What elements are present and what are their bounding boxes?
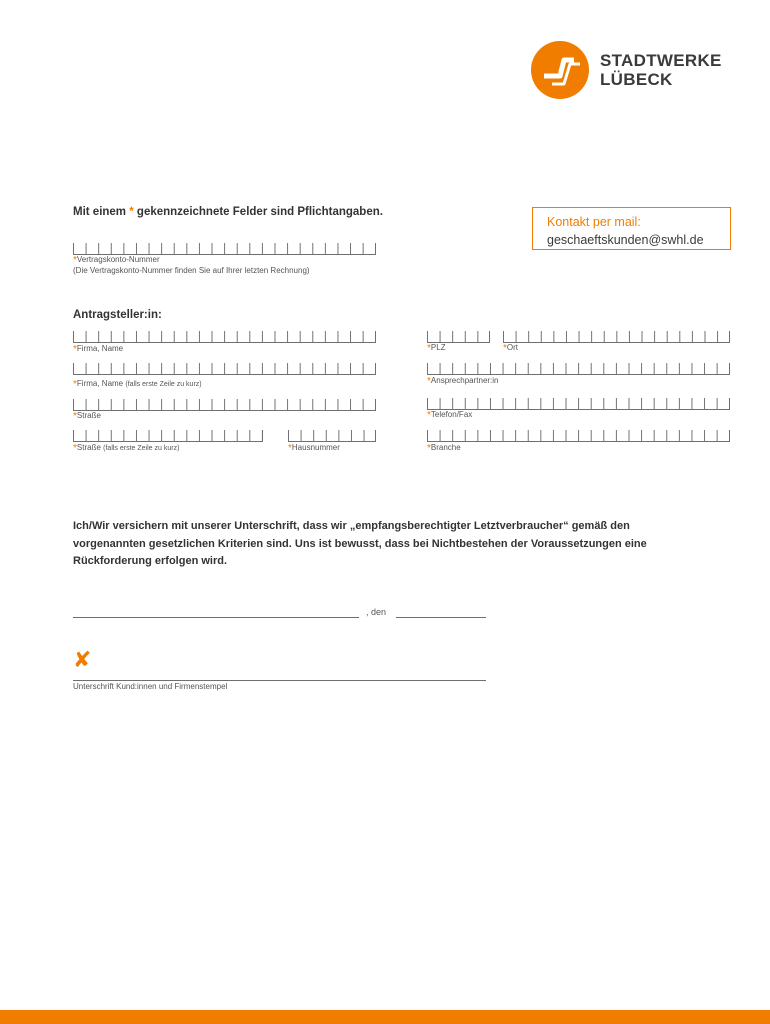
company-name-2-label: *Firma, Name (falls erste Zeile zu kurz)	[73, 379, 202, 390]
signature-label: Unterschrift Kund:innen und Firmenstempel	[73, 682, 228, 691]
stadtwerke-logo	[530, 40, 740, 100]
logo-line-2: LÜBECK	[600, 70, 673, 89]
required-star: *	[129, 206, 134, 218]
account-number-hint: (Die Vertragskonto-Nummer finden Sie auf Ihrer letzten Rechnung)	[73, 266, 310, 275]
logo-line-1: STADTWERKE	[600, 51, 722, 70]
house-number-label: *Hausnummer	[288, 443, 340, 454]
required-fields-note: Mit einem * gekennzeichnete Felder sind Pflichtangaben.	[73, 206, 383, 218]
declaration-text: Ich/Wir versichern mit unserer Unterschrift, dass wir „empfangsberechtigter Letztverbraucher“ gemäß den vorgenannten gesetzlichen Kriterien sind. Uns ist bewusst, dass bei Nichtbestehen der Voraussetzungen eine Rückforderung erfolgen wird.	[73, 520, 647, 567]
branch-label: *Branche	[427, 443, 461, 454]
signature-cross-icon: ✘	[73, 647, 92, 672]
city-field[interactable]	[503, 329, 730, 343]
applicant-section-title: Antragsteller:in:	[73, 309, 162, 321]
date-field[interactable]	[396, 608, 486, 618]
footer-bar	[0, 1010, 770, 1024]
street-2-label: *Straße (falls erste Zeile zu kurz)	[73, 443, 180, 454]
street-2-field[interactable]	[73, 428, 263, 442]
contact-box	[532, 207, 731, 250]
logo-text	[600, 51, 722, 89]
zip-field[interactable]	[427, 329, 490, 343]
company-name-field[interactable]	[73, 329, 376, 343]
city-label: *Ort	[503, 343, 519, 354]
phone-fax-field[interactable]	[427, 396, 730, 410]
company-name-label: *Firma, Name	[73, 344, 124, 355]
place-field[interactable]	[73, 608, 359, 618]
account-number-field[interactable]	[73, 241, 376, 255]
account-number-label: *Vertragskonto-Nummer	[73, 255, 160, 266]
contact-person-label: *Ansprechpartner:in	[427, 376, 499, 387]
company-name-2-field[interactable]	[73, 361, 376, 375]
street-label: *Straße	[73, 411, 101, 422]
swhl-logo-icon	[530, 40, 590, 100]
contact-email-link[interactable]: geschaeftskunden@swhl.de	[547, 233, 704, 247]
branch-field[interactable]	[427, 428, 730, 442]
street-field[interactable]	[73, 397, 376, 411]
date-separator-label: , den	[366, 607, 387, 617]
phone-fax-label: *Telefon/Fax	[427, 410, 473, 421]
contact-person-field[interactable]	[427, 361, 730, 375]
house-number-field[interactable]	[288, 428, 376, 442]
zip-label: *PLZ	[427, 343, 446, 354]
contact-label: Kontakt per mail:	[547, 215, 641, 229]
signature-field[interactable]	[73, 671, 486, 681]
